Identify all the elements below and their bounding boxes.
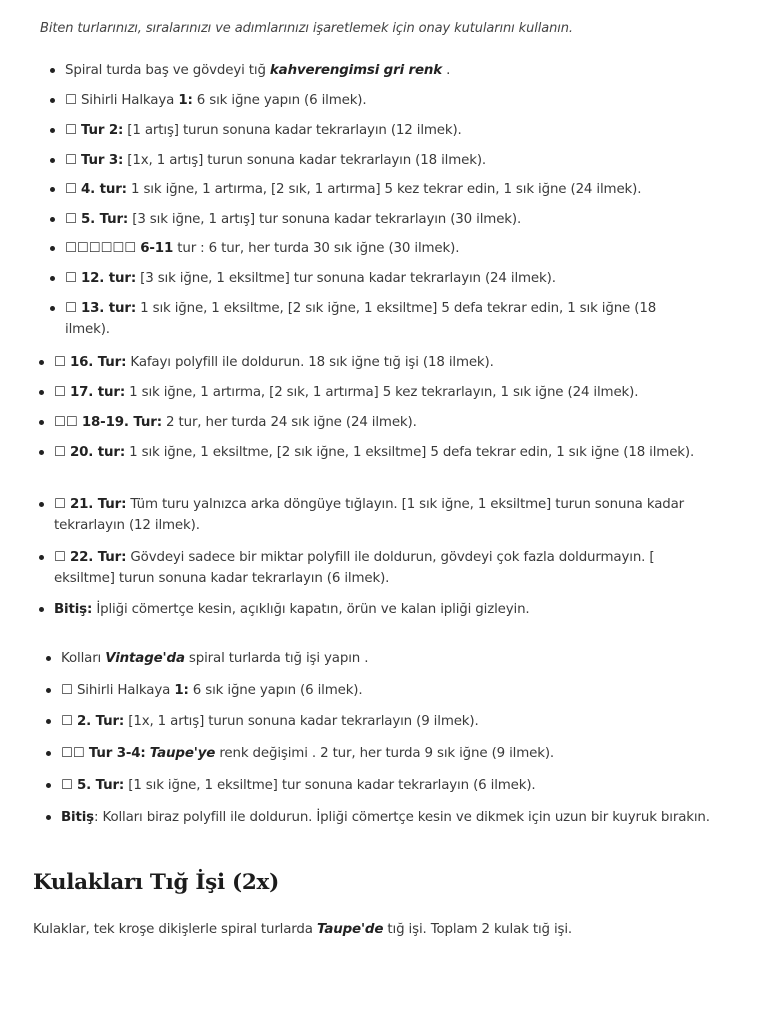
list-item: ☐ 22. Tur: Gövdeyi sadece bir miktar polyfill ile doldurun, gövdeyi çok fazla doldurmayın. [ eksiltme] turun sonuna kadar tekrarlayın (6 ilmek).	[54, 547, 704, 589]
list-item: ☐ 21. Tur: Tüm turu yalnızca arka döngüye tığlayın. [1 sık iğne, 1 eksiltme] turun sonuna kadar tekrarlayın (12 ilmek).	[54, 494, 704, 536]
section-heading: Kulakları Tığ İşi (2x)	[33, 870, 279, 895]
list-item: ☐ Sihirli Halkaya 1: 6 sık iğne yapın (6 ilmek).	[65, 90, 705, 111]
list-item: Spiral turda baş ve gövdeyi tığ kahverengimsi gri renk .	[65, 60, 705, 81]
list-item: ☐ Tur 3: [1x, 1 artış] turun sonuna kadar tekrarlayın (18 ilmek).	[65, 150, 705, 171]
list-item: ☐ Sihirli Halkaya 1: 6 sık iğne yapın (6 ilmek).	[61, 680, 721, 701]
intro-text: Biten turlarınızı, sıralarınızı ve adımlarınızı işaretlemek için onay kutularını kullanın.	[40, 21, 573, 36]
list-item: ☐ Tur 2: [1 artış] turun sonuna kadar tekrarlayın (12 ilmek).	[65, 120, 705, 141]
list-item: ☐ 2. Tur: [1x, 1 artış] turun sonuna kadar tekrarlayın (9 ilmek).	[61, 711, 721, 732]
ears-intro-text: Kulaklar, tek kroşe dikişlerle spiral turlarda Taupe'de tığ işi. Toplam 2 kulak tığ işi.	[33, 922, 573, 937]
list-item: ☐ 17. tur: 1 sık iğne, 1 artırma, [2 sık, 1 artırma] 5 kez tekrarlayın, 1 sık iğne (24 ilmek).	[54, 382, 704, 403]
list-item: ☐ 16. Tur: Kafayı polyfill ile doldurun. 18 sık iğne tığ işi (18 ilmek).	[54, 352, 704, 373]
list-item: ☐ 13. tur: 1 sık iğne, 1 eksiltme, [2 sık iğne, 1 eksiltme] 5 defa tekrar edin, 1 sık iğne (18 ilmek).	[65, 298, 705, 340]
list-item: ☐ 20. tur: 1 sık iğne, 1 eksiltme, [2 sık iğne, 1 eksiltme] 5 defa tekrar edin, 1 sık iğne (18 ilmek).	[54, 442, 704, 463]
list-item: ☐ 5. Tur: [3 sık iğne, 1 artış] tur sonuna kadar tekrarlayın (30 ilmek).	[65, 209, 705, 230]
list-item: ☐☐ Tur 3-4: Taupe'ye renk değişimi . 2 tur, her turda 9 sık iğne (9 ilmek).	[61, 743, 721, 764]
list-item: ☐ 4. tur: 1 sık iğne, 1 artırma, [2 sık, 1 artırma] 5 kez tekrar edin, 1 sık iğne (24 ilmek).	[65, 179, 705, 200]
list-item: Kolları Vintage'da spiral turlarda tığ işi yapın .	[61, 648, 721, 669]
list-item: ☐ 5. Tur: [1 sık iğne, 1 eksiltme] tur sonuna kadar tekrarlayın (6 ilmek).	[61, 775, 721, 796]
list-item: Bitiş: İpliği cömertçe kesin, açıklığı kapatın, örün ve kalan ipliği gizleyin.	[54, 599, 704, 620]
list-item: ☐☐ 18-19. Tur: 2 tur, her turda 24 sık iğne (24 ilmek).	[54, 412, 704, 433]
list-item: Bitiş: Kolları biraz polyfill ile doldurun. İpliği cömertçe kesin ve dikmek için uzun bir kuyruk bırakın.	[61, 807, 721, 828]
list-item: ☐ 12. tur: [3 sık iğne, 1 eksiltme] tur sonuna kadar tekrarlayın (24 ilmek).	[65, 268, 705, 289]
list-item: ☐☐☐☐☐☐ 6-11 tur : 6 tur, her turda 30 sık iğne (30 ilmek).	[65, 238, 705, 259]
